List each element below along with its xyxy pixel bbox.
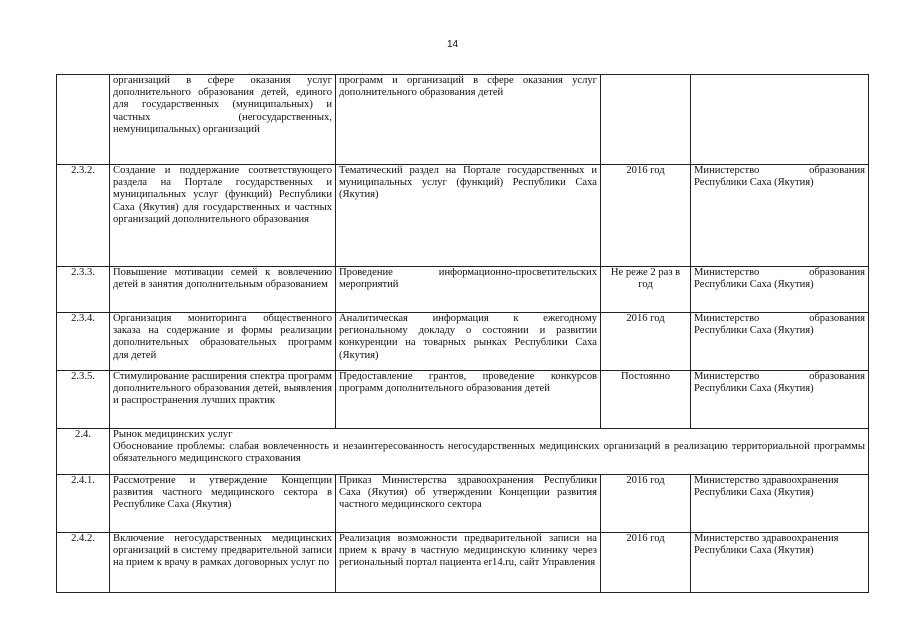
- responsible-cell: Министерство образования Республики Саха (Якутия): [691, 165, 869, 267]
- term-cell: Постоянно: [601, 371, 691, 429]
- section-row: [57, 429, 869, 475]
- term-cell: 2016 год: [601, 533, 691, 593]
- table-row: [57, 313, 869, 371]
- responsible-cell: Министерство образования Республики Саха (Якутия): [691, 313, 869, 371]
- result-cell: Приказ Министерства здравоохранения Республики Саха (Якутия) об утверждении Концепции развития частного медицинского сектора: [336, 475, 601, 533]
- page-number: 14: [446, 39, 459, 50]
- row-number: 2.4.1.: [57, 475, 110, 533]
- row-number: 2.3.3.: [57, 267, 110, 313]
- result-cell: Предоставление грантов, проведение конкурсов программ дополнительного образования детей: [336, 371, 601, 429]
- row-number: 2.3.5.: [57, 371, 110, 429]
- row-number: 2.3.2.: [57, 165, 110, 267]
- row-number: 2.4.2.: [57, 533, 110, 593]
- result-cell: Аналитическая информация к ежегодному региональному докладу о состоянии и развитии конкуренции на товарных рынках Республики Саха (Якутия): [336, 313, 601, 371]
- responsible-cell: Министерство образования Республики Саха (Якутия): [691, 371, 869, 429]
- table-row: [57, 165, 869, 267]
- result-cell: Проведение информационно-просветительских мероприятий: [336, 267, 601, 313]
- row-number: 2.3.4.: [57, 313, 110, 371]
- table-row: [57, 475, 869, 533]
- event-cell: Стимулирование расширения спектра программ дополнительного образования детей, выявления и распространения лучших практик: [110, 371, 336, 429]
- event-cell: Организация мониторинга общественного заказа на содержание и формы реализации дополнительных образовательных программ для детей: [110, 313, 336, 371]
- event-cell: Повышение мотивации семей к вовлечению детей в занятия дополнительным образованием: [110, 267, 336, 313]
- term-cell: Не реже 2 раз в год: [601, 267, 691, 313]
- measures-table: [56, 74, 869, 593]
- term-cell: 2016 год: [601, 313, 691, 371]
- result-cell: программ и организаций в сфере оказания услуг дополнительного образования детей: [336, 75, 601, 165]
- row-number: [57, 75, 110, 165]
- term-cell: [601, 75, 691, 165]
- responsible-cell: Министерство здравоохранения Республики Саха (Якутия): [691, 475, 869, 533]
- section-title: Рынок медицинских услуг: [113, 429, 233, 440]
- table-row: [57, 267, 869, 313]
- responsible-cell: [691, 75, 869, 165]
- table-row: [57, 371, 869, 429]
- section-problem: Обоснование проблемы: слабая вовлеченность и незаинтересованность негосударственных медицинских организаций в реализацию территориальной программы обязательного медицинского страхования: [113, 441, 865, 465]
- section-number: 2.4.: [57, 429, 110, 475]
- event-cell: Создание и поддержание соответствующего раздела на Портале государственных и муниципальных услуг (функций) Республики Саха (Якутия) для государственных и частных организаций дополнительного образования: [110, 165, 336, 267]
- table-row: [57, 75, 869, 165]
- section-cell: [110, 429, 869, 475]
- table-row: [57, 533, 869, 593]
- result-cell: Тематический раздел на Портале государственных и муниципальных услуг (функций) Республики Саха (Якутия): [336, 165, 601, 267]
- term-cell: 2016 год: [601, 165, 691, 267]
- term-cell: 2016 год: [601, 475, 691, 533]
- responsible-cell: Министерство здравоохранения Республики Саха (Якутия): [691, 533, 869, 593]
- result-cell: Реализация возможности предварительной записи на прием к врачу в частную медицинскую клинику через региональный портал пациента er14.ru, сайт Управления: [336, 533, 601, 593]
- event-cell: Включение негосударственных медицинских организаций в систему предварительной записи на прием к врачу в рамках договорных услуг по: [110, 533, 336, 593]
- event-cell: организаций в сфере оказания услуг дополнительного образования детей, единого для государственных (муниципальных) и частных (негосударственных, немуниципальных) организаций: [110, 75, 336, 165]
- event-cell: Рассмотрение и утверждение Концепции развития частного медицинского сектора в Республике Саха (Якутия): [110, 475, 336, 533]
- responsible-cell: Министерство образования Республики Саха (Якутия): [691, 267, 869, 313]
